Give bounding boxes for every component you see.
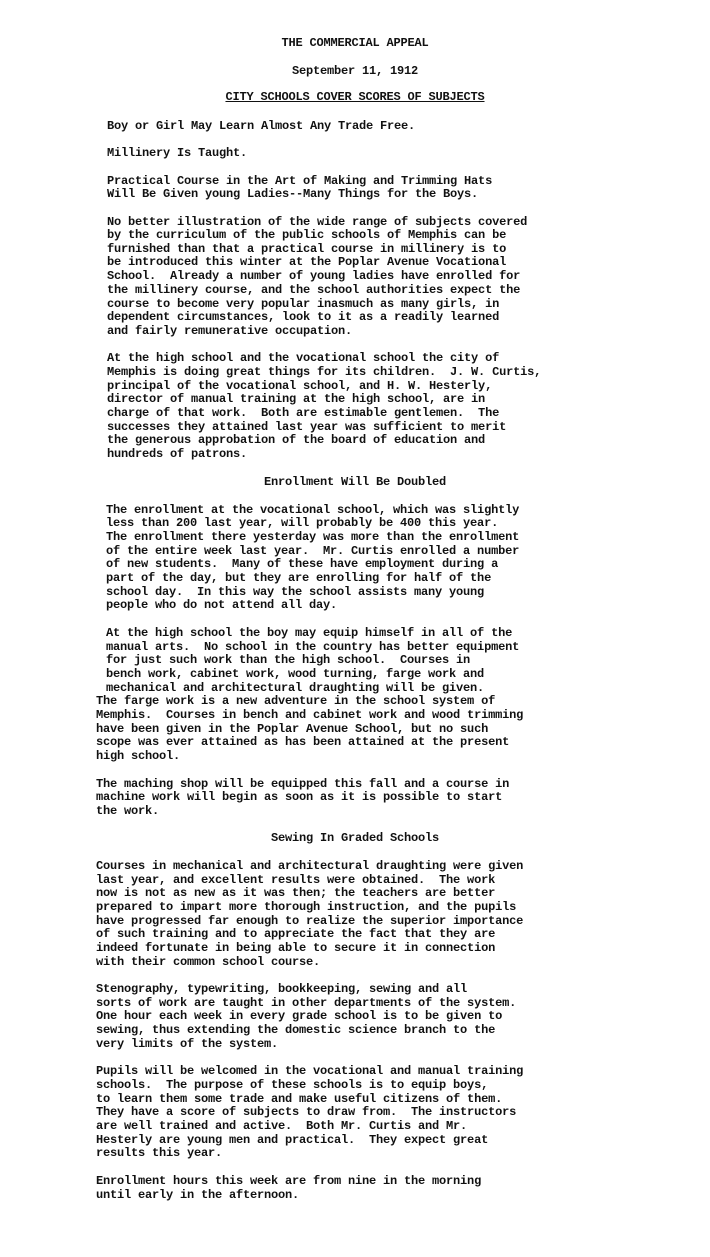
body-line: manual arts. No school in the country has better equipment [106,640,520,654]
body-line: furnished than that a practical course in millinery is to [107,242,507,256]
deck-line: Will Be Given young Ladies--Many Things for the Boys. [107,187,479,201]
body-line: Enrollment hours this week are from nine in the morning [96,1174,482,1188]
body-line: hundreds of patrons. [107,447,248,461]
body-line: results this year. [96,1146,223,1160]
body-line: Memphis. Courses in bench and cabinet work and wood trimming [96,708,524,722]
body-line: Stenography, typewriting, bookkeeping, sewing and all [96,982,468,996]
body-line: of such training and to appreciate the fact that they are [96,927,496,941]
body-line: school day. In this way the school assists many young [106,585,485,599]
body-line: schools. The purpose of these schools is to equip boys, [96,1078,489,1092]
body-line: of the entire week last year. Mr. Curtis enrolled a number [106,544,520,558]
body-line: be introduced this winter at the Poplar Avenue Vocational [107,255,507,269]
body-line: The farge work is a new adventure in the school system of [96,694,496,708]
body-line: At the high school the boy may equip himself in all of the [106,626,513,640]
body-line: the millinery course, and the school authorities expect the [107,283,521,297]
body-line: very limits of the system. [96,1037,279,1051]
deck-line: Practical Course in the Art of Making and Trimming Hats [107,174,493,188]
body-line: charge of that work. Both are estimable gentlemen. The [107,406,500,420]
body-line: dependent circumstances, look to it as a readily learned [107,310,500,324]
body-line: At the high school and the vocational school the city of [107,351,500,365]
body-line: until early in the afternoon. [96,1188,300,1202]
subhead: Millinery Is Taught. [107,146,248,160]
body-line: the work. [96,804,160,818]
body-line: last year, and excellent results were obtained. The work [96,873,496,887]
body-line: The enrollment at the vocational school, which was slightly [106,503,520,517]
body-line: mechanical and architectural draughting will be given. [106,681,485,695]
body-line: Hesterly are young men and practical. They expect great [96,1133,489,1147]
subhead: Boy or Girl May Learn Almost Any Trade Free. [107,119,416,133]
body-line: less than 200 last year, will probably be 400 this year. [106,516,499,530]
body-line: They have a score of subjects to draw from. The instructors [96,1105,517,1119]
body-line: Pupils will be welcomed in the vocational and manual training [96,1064,524,1078]
body-line: by the curriculum of the public schools of Memphis can be [107,228,507,242]
body-line: and fairly remunerative occupation. [107,324,353,338]
body-line: bench work, cabinet work, wood turning, farge work and [106,667,485,681]
body-line: School. Already a number of young ladies have enrolled for [107,269,521,283]
body-line: have progressed far enough to realize the superior importance [96,914,524,928]
body-line: One hour each week in every grade school is to be given to [96,1009,503,1023]
body-line: Courses in mechanical and architectural draughting were given [96,859,524,873]
body-line: part of the day, but they are enrolling for half of the [106,571,492,585]
body-line: scope was ever attained as has been attained at the present [96,735,510,749]
body-line: No better illustration of the wide range of subjects covered [107,215,528,229]
body-line: course to become very popular inasmuch as many girls, in [107,297,500,311]
body-line: to learn them some trade and make useful citizens of them. [96,1092,503,1106]
body-line: have been given in the Poplar Avenue School, but no such [96,722,489,736]
body-line: The maching shop will be equipped this fall and a course in [96,777,510,791]
body-line: high school. [96,749,181,763]
body-line: prepared to impart more thorough instruction, and the pupils [96,900,517,914]
body-line: of new students. Many of these have employment during a [106,557,499,571]
body-line: The enrollment there yesterday was more than the enrollment [106,530,520,544]
body-line: indeed fortunate in being able to secure it in connection [96,941,496,955]
body-line: for just such work than the high school. Courses in [106,653,471,667]
body-line: successes they attained last year was sufficient to merit [107,420,507,434]
publication-name: THE COMMERCIAL APPEAL [281,36,429,50]
body-line: the generous approbation of the board of education and [107,433,486,447]
headline: CITY SCHOOLS COVER SCORES OF SUBJECTS [225,90,485,104]
section-heading: Sewing In Graded Schools [270,831,440,845]
body-line: principal of the vocational school, and H. W. Hesterly, [107,379,493,393]
body-line: with their common school course. [96,955,321,969]
body-line: sorts of work are taught in other departments of the system. [96,996,517,1010]
body-line: machine work will begin as soon as it is possible to start [96,790,503,804]
body-line: sewing, thus extending the domestic science branch to the [96,1023,496,1037]
body-line: Memphis is doing great things for its children. J. W. Curtis, [107,365,542,379]
body-line: are well trained and active. Both Mr. Curtis and Mr. [96,1119,468,1133]
body-line: director of manual training at the high school, are in [107,392,486,406]
publication-date: September 11, 1912 [291,64,419,78]
section-heading: Enrollment Will Be Doubled [263,475,447,489]
body-line: now is not as new as it was then; the teachers are better [96,886,496,900]
body-line: people who do not attend all day. [106,598,338,612]
